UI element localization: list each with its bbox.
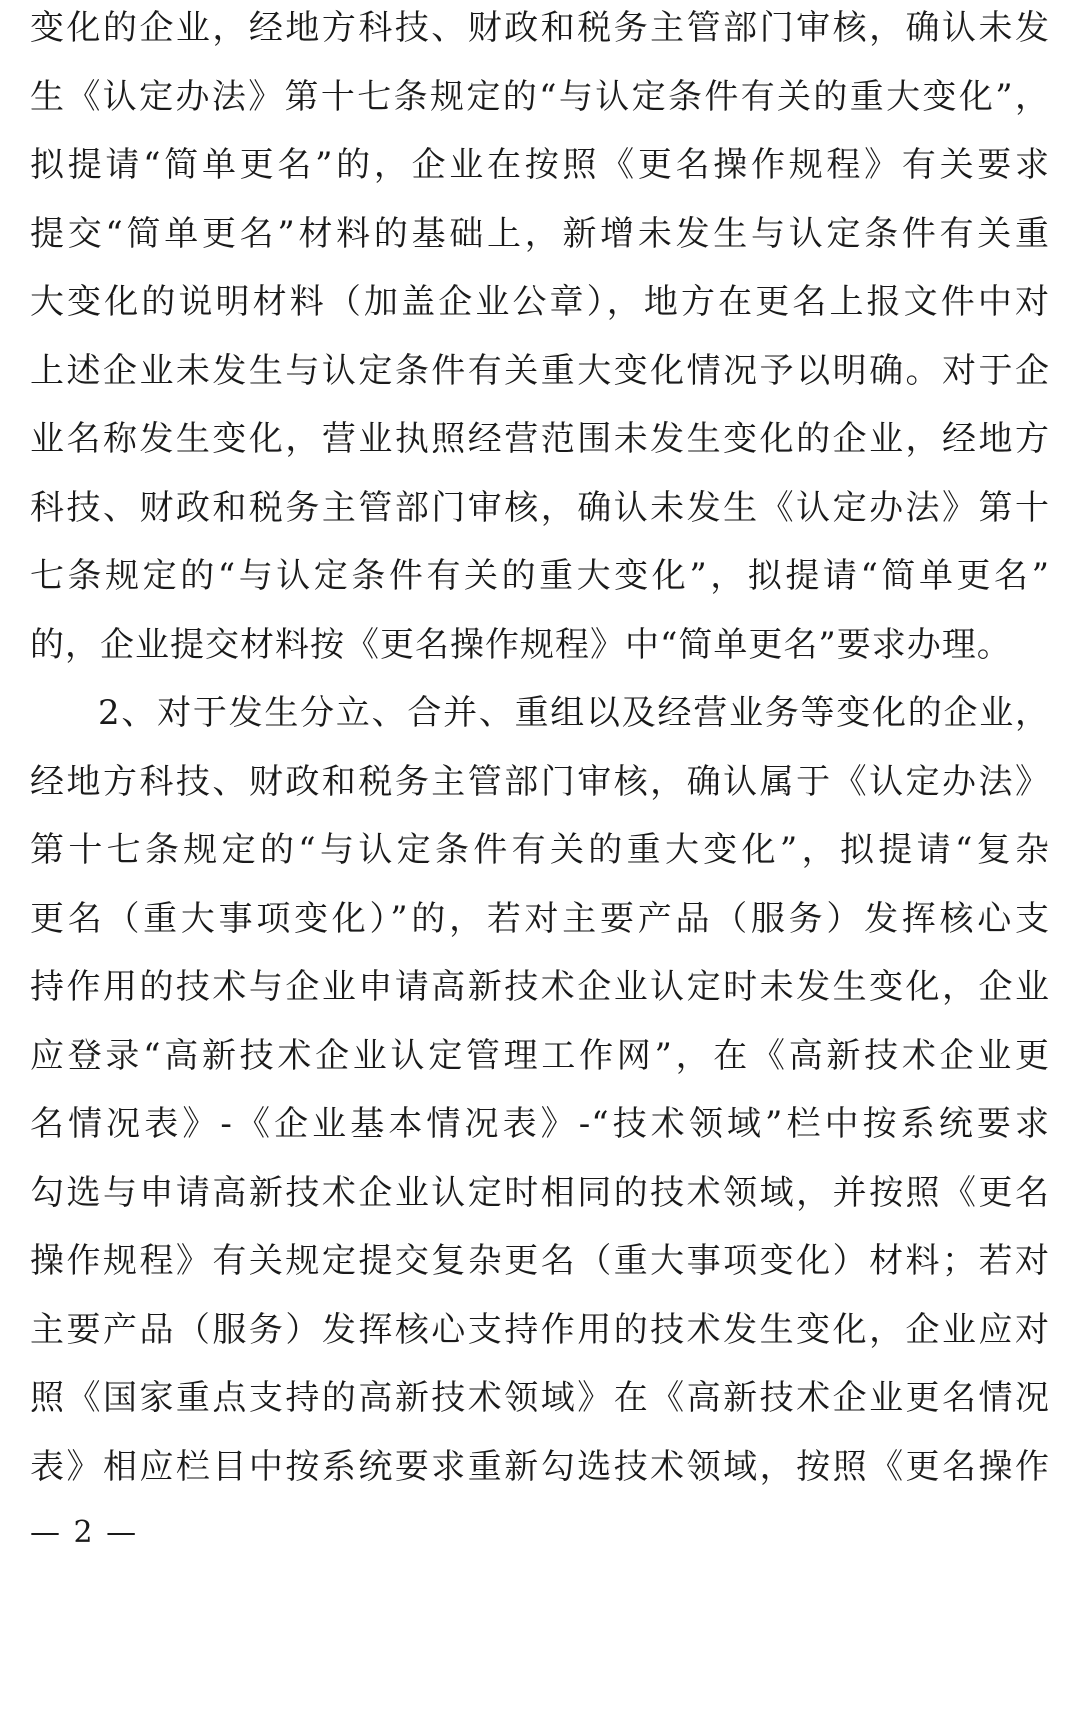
text-line: 提交“简单更名”材料的基础上，新增未发生与认定条件有关重 bbox=[30, 213, 1050, 254]
text-line: 的，企业提交材料按《更名操作规程》中“简单更名”要求办理。 bbox=[30, 624, 1012, 665]
text-line: 变化的企业，经地方科技、财政和税务主管部门审核，确认未发 bbox=[30, 8, 1050, 48]
body-text bbox=[30, 0, 1050, 1507]
text-line: 上述企业未发生与认定条件有关重大变化情况予以明确。对于企 bbox=[30, 350, 1050, 391]
page-number: — 2 — bbox=[30, 1515, 139, 1550]
text-line: 照《国家重点支持的高新技术领域》在《高新技术企业更名情况 bbox=[30, 1378, 1050, 1418]
text-line: 表》相应栏目中按系统要求重新勾选技术领域，按照《更名操作 bbox=[30, 1446, 1050, 1487]
text-line: 业名称发生变化，营业执照经营范围未发生变化的企业，经地方 bbox=[30, 419, 1050, 459]
text-line: 经地方科技、财政和税务主管部门审核，确认属于《认定办法》 bbox=[30, 761, 1050, 802]
text-line: 科技、财政和税务主管部门审核，确认未发生《认定办法》第十 bbox=[30, 487, 1050, 528]
text-line: 操作规程》有关规定提交复杂更名（重大事项变化）材料；若对 bbox=[30, 1241, 1050, 1281]
text-line: 生《认定办法》第十七条规定的“与认定条件有关的重大变化”， bbox=[30, 76, 1050, 117]
text-line: 第十七条规定的“与认定条件有关的重大变化”，拟提请“复杂 bbox=[30, 830, 1050, 870]
text-line: 更名（重大事项变化）”的，若对主要产品（服务）发挥核心支 bbox=[30, 898, 1050, 939]
text-line: 名情况表》-《企业基本情况表》-“技术领域”栏中按系统要求 bbox=[30, 1104, 1050, 1144]
text-line: 勾选与申请高新技术企业认定时相同的技术领域，并按照《更名 bbox=[30, 1172, 1050, 1213]
text-line: 主要产品（服务）发挥核心支持作用的技术发生变化，企业应对 bbox=[30, 1309, 1050, 1350]
paragraph-start-line: 2、对于发生分立、合并、重组以及经营业务等变化的企业， bbox=[98, 693, 1050, 733]
text-line: 应登录“高新技术企业认定管理工作网”，在《高新技术企业更 bbox=[30, 1035, 1050, 1076]
text-line: 七条规定的“与认定条件有关的重大变化”，拟提请“简单更名” bbox=[30, 556, 1050, 596]
text-line: 持作用的技术与企业申请高新技术企业认定时未发生变化，企业 bbox=[30, 967, 1050, 1007]
text-line: 拟提请“简单更名”的，企业在按照《更名操作规程》有关要求 bbox=[30, 145, 1050, 185]
text-line: 大变化的说明材料（加盖企业公章），地方在更名上报文件中对 bbox=[30, 282, 1050, 322]
